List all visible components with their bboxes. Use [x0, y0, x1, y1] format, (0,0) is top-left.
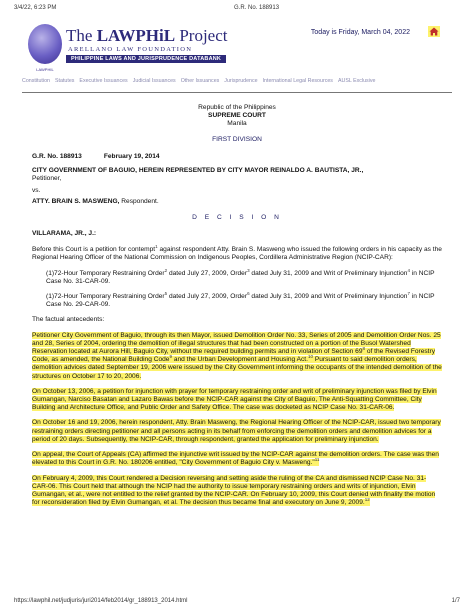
nav-statutes[interactable]: Statutes	[54, 78, 75, 84]
logo-text: LAWPHIL	[36, 67, 54, 72]
footnote-link[interactable]: 11	[314, 457, 320, 463]
respondent-role: Respondent.	[119, 197, 159, 205]
today-date: Today is Friday, March 04, 2022	[310, 29, 410, 36]
petitioner-role: Petitioner,	[32, 175, 62, 183]
petitioner-name: CITY GOVERNMENT OF BAGUIO, HEREIN REPRESENTED BY CITY MAYOR REINALDO A. BAUTISTA, JR.,	[32, 167, 364, 175]
court-header	[32, 104, 442, 129]
nav-jurisprudence[interactable]: Jurisprudence	[224, 78, 258, 84]
site-banner	[22, 22, 452, 74]
site-subtitle: ARELLANO LAW FOUNDATION	[68, 46, 193, 53]
respondent-name: ATTY. BRAIN S. MASWENG,	[32, 197, 120, 205]
court-name: SUPREME COURT	[208, 112, 266, 120]
intro-paragraph: Before this Court is a petition for contempt$^1$ against respondent Atty. Brain S. Masweng who issued the following orders in his capacity as the Regional Hearing Officer of the National Commission on Indigenous Peoples, Cordillera Administrative Region (NCIP-CAR):	[32, 244, 442, 262]
ponente: VILLARAMA, JR., J.:	[32, 230, 97, 238]
nav-ausl-exclusive[interactable]: AUSL Exclusive	[337, 78, 376, 84]
print-date: 3/4/22, 6:23 PM	[14, 5, 57, 11]
republic-line: Republic of the Philippines	[198, 104, 276, 111]
paragraph-supreme-court-decision: On February 4, 2009, this Court rendered a Decision reversing and setting aside the ruling of the CA and dismissed NCIP Case No. 31-CAR-06. This Court held that although the NCIP had the authority to issue temporary restraining orders and writs of injunction, Elvin Gumangan, et al., were not entitled to the relief granted by the NCIP-CAR. On February 10, 2009, this Court denied with finality the motion for reconsideration filed by Elvin Gumangan, et al. The decision thus became final and executory on June 9, 2009.12	[32, 474, 436, 507]
division-title: FIRST DIVISION	[212, 135, 262, 143]
paragraph-restraining-orders: On October 16 and 19, 2006, herein respondent, Atty. Brain Masweng, the Regional Hearing Officer of the NCIP-CAR, issued two temporary restraining orders directing petitioner and all persons acting in its behalf from enforcing the demolition orders and demolition advices for a period of 20 days. Subsequently, the NCIP-CAR, through respondent, granted the application for preliminary injunction.	[32, 419, 441, 443]
footnote-link[interactable]: 1	[155, 244, 158, 250]
footnote-link[interactable]: 6	[247, 290, 250, 296]
nav-divider	[22, 92, 452, 93]
footnote-link[interactable]: 12	[364, 496, 370, 502]
footnote-link[interactable]: 9	[169, 354, 172, 360]
nav-constitution[interactable]: Constitution	[22, 78, 50, 84]
paragraph-demolition-orders: Petitioner City Government of Baguio, through its then Mayor, issued Demolition Order No. 33, Series of 2005 and Demolition Order Nos. 25 and 28, Series of 2004, ordering the demolition of illegal structures that had been constructed on a portion of the Busol Watershed Reservation located at Aurora Hill, Baguio City, without the required building permits and in violation of Section 69$^8$ of the Revised Forestry Code, as amended, the National Building Code$^9$ and the Urban Development and Housing Act.$^{10}$ Pursuant to said demolition orders, demolition advices dated September 19, 2006 were issued by the City Government informing the occupants of the intended demolition of the structures on October 17 to 20, 2006.	[32, 331, 442, 380]
paragraph-appeal: On appeal, the Court of Appeals (CA) affirmed the injunctive writ issued by the NCIP-CAR against the demolition orders. The case was then elevated to this Court in G.R. No. 180206 entitled, "City Government of Baguio City v. Masweng."$^{11}$	[32, 451, 439, 467]
case-number: G.R. No. 188913	[32, 152, 82, 160]
site-title[interactable]: The LAWPHiL Project	[66, 26, 228, 45]
antecedents-heading: The factual antecedents:	[32, 316, 105, 324]
home-icon[interactable]	[428, 26, 440, 37]
print-header	[14, 5, 460, 15]
footnote-link[interactable]: 3	[247, 267, 250, 273]
print-footer	[14, 598, 460, 608]
case-number-line	[32, 153, 442, 161]
main-nav	[22, 78, 452, 89]
print-page-number: 1/7	[451, 598, 460, 604]
nav-judicial-issuances[interactable]: Judicial Issuances	[132, 78, 176, 84]
lawphil-logo[interactable]	[28, 24, 62, 72]
respondent-line	[32, 198, 442, 206]
case-date: February 19, 2014	[103, 152, 160, 160]
footnote-link[interactable]: 7	[407, 290, 410, 296]
nav-international-legal-resources[interactable]: International Legal Resources	[262, 78, 333, 84]
order-item-1: (1)72-Hour Temporary Restraining Order$^2$ dated July 27, 2009, Order$^3$ dated July 31, 2009 and Writ of Preliminary Injunction$^4$ in NCIP Case No. 31-CAR-09.	[46, 267, 435, 285]
order-item-2: (1)72-Hour Temporary Restraining Order$^5$ dated July 27, 2009, Order$^6$ dated July 31, 2009 and Writ of Preliminary Injunction$^7$ in NCIP Case No. 29-CAR-09.	[46, 290, 435, 309]
court-city: Manila	[227, 120, 247, 128]
nav-other-issuances[interactable]: Other Issuances	[180, 78, 220, 84]
site-tagline: PHILIPPINE LAWS AND JURISPRUDENCE DATABANK	[66, 55, 226, 63]
footnote-link[interactable]: 5	[164, 290, 168, 296]
decision-heading: D E C I S I O N	[192, 213, 282, 221]
decision-document	[32, 104, 442, 514]
nav-executive-issuances[interactable]: Executive Issuances	[79, 78, 128, 84]
footnote-link[interactable]: 4	[407, 267, 410, 273]
footnote-link[interactable]: 8	[362, 345, 365, 351]
footnote-link[interactable]: 2	[164, 267, 168, 273]
paragraph-injunction-petition: On October 13, 2006, a petition for injunction with prayer for temporary restraining order and writ of preliminary injunction was filed by Elvin Gumangan, Narciso Basatan and Lazaro Bawas before the NCIP-CAR against the City of Baguio, The Anti-Squatting Committee, City Building and Architecture Office, and Public Order and Safety Office. The case was docketed as NCIP Case No. 31-CAR-06.	[32, 387, 437, 412]
print-doc-title: G.R. No. 188913	[234, 5, 280, 11]
vs-label: vs.	[32, 187, 41, 195]
footnote-link[interactable]: 10	[307, 354, 313, 360]
print-url[interactable]: https://lawphil.net/judjuris/juri2014/feb2014/gr_188913_2014.html	[14, 598, 188, 604]
